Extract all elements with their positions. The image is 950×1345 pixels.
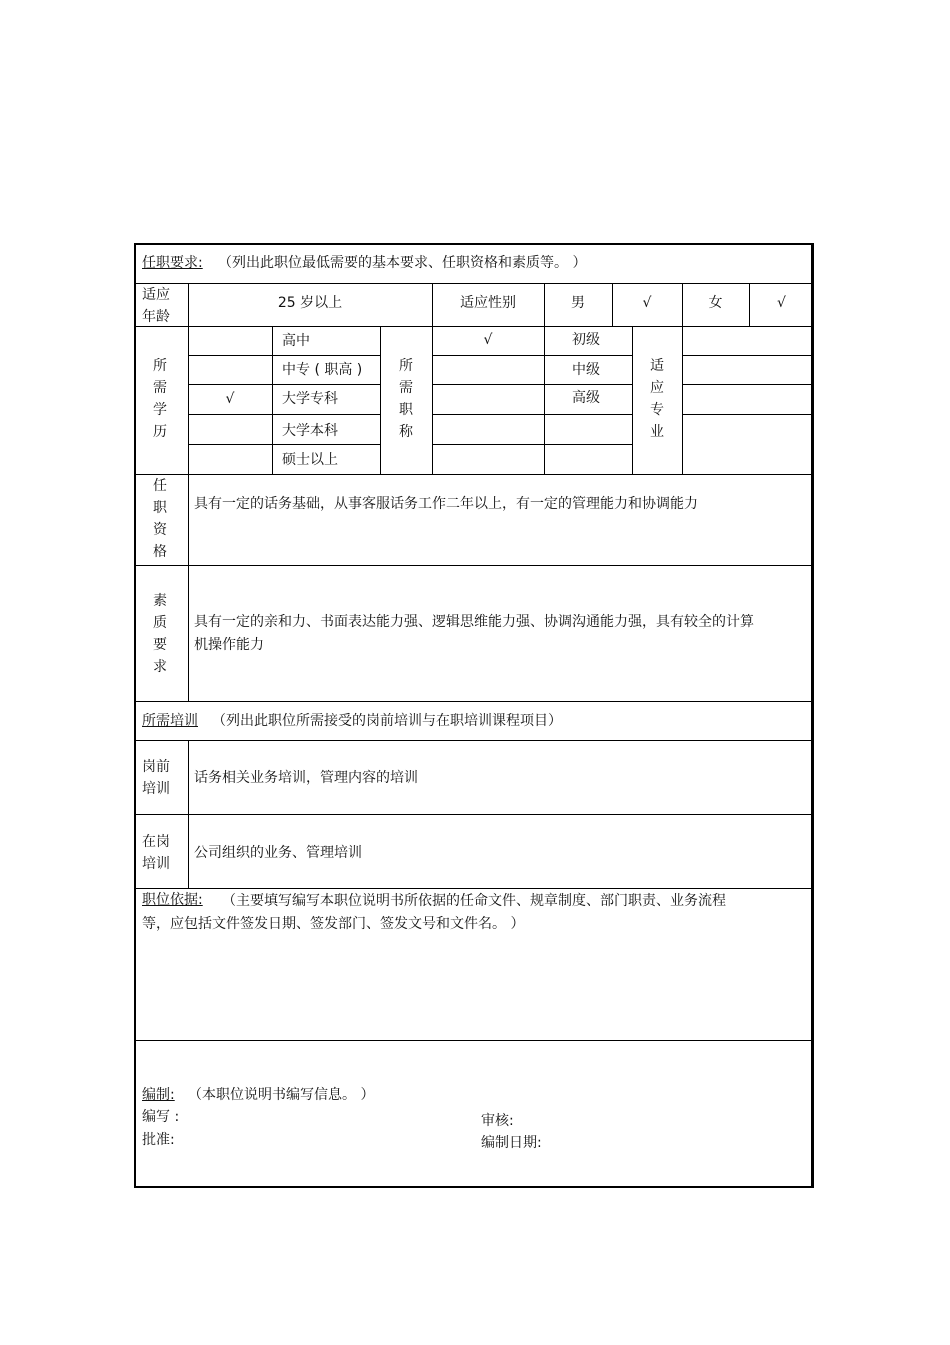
title-level: 高级 [572,390,600,406]
row-divider [136,565,814,566]
qualification-label: 任职资格 [153,478,167,560]
column-divider [632,326,633,474]
row-divider [136,814,814,815]
qualification-text: 具有一定的话务基础，从事客服话务工作二年以上，有一定的管理能力和协调能力 [194,496,698,512]
form-table [134,243,814,1188]
column-divider [544,326,545,474]
male-check: √ [642,295,652,311]
column-divider [188,283,189,701]
writer-label: 编写 : [142,1109,180,1125]
quality-label: 素质要求 [153,593,167,675]
basis-note: （主要填写编写本职位说明书所依据的任命文件、规章制度、部门职责、业务流程等，应包括文件签发日期、签发部门、签发文号和文件名。 ） [142,893,726,932]
row-divider [136,740,814,741]
education-level: 大学本科 [282,423,338,439]
requirements-label: 任职要求: [142,255,203,271]
column-divider [272,326,273,474]
title-label: 所需职称 [399,358,413,440]
row-divider [136,1040,814,1041]
compile-label: 编制: [142,1087,175,1103]
row-divider [432,414,632,415]
column-divider [380,326,381,474]
age-label: 适应年龄 [142,287,170,325]
compile-note: （本职位说明书编写信息。 ） [188,1087,375,1103]
row-divider [188,355,380,356]
on-job-training-text: 公司组织的业务、管理培训 [194,845,362,861]
education-check: √ [225,391,235,407]
row-divider [682,384,814,385]
education-level: 高中 [282,333,310,349]
pre-training-label: 岗前培训 [142,759,170,797]
major-label: 适应专业 [650,358,664,440]
quality-text: 具有一定的亲和力、书面表达能力强、逻辑思维能力强、协调沟通能力强，具有较全的计算机操作能力 [194,614,754,653]
education-level: 大学专科 [282,391,338,407]
pre-training-text: 话务相关业务培训，管理内容的培训 [194,770,418,786]
column-divider [188,740,189,888]
training-note: （列出此职位所需接受的岗前培训与在职培训课程项目） [212,713,562,729]
row-divider [136,474,814,475]
row-divider [682,355,814,356]
row-divider [136,888,814,889]
female-label: 女 [708,295,723,311]
education-level: 硕士以上 [282,452,338,468]
row-divider [432,355,632,356]
row-divider [432,384,632,385]
training-label: 所需培训 [142,713,198,729]
title-level: 初级 [572,332,600,348]
education-level: 中专 ( 职高 ) [282,362,363,378]
title-level: 中级 [572,362,600,378]
basis-label: 职位依据: [142,892,203,908]
row-divider [432,444,632,445]
male-label: 男 [571,295,585,311]
row-divider [136,326,814,327]
approver-label: 批准: [142,1132,175,1148]
on-job-training-label: 在岗培训 [142,834,170,872]
row-divider [136,701,814,702]
gender-label: 适应性别 [460,295,516,311]
date-label: 编制日期: [481,1135,542,1151]
female-check: √ [777,295,786,311]
title-check: √ [483,332,493,348]
reviewer-label: 审核: [481,1113,514,1129]
row-divider [188,414,380,415]
requirements-note: （列出此职位最低需要的基本要求、任职资格和素质等。 ） [218,255,587,271]
row-divider [682,414,814,415]
row-divider [136,283,814,284]
row-divider [188,444,380,445]
row-divider [188,384,380,385]
age-value: 25 岁以上 [277,295,343,311]
education-label: 所需学历 [153,358,167,440]
